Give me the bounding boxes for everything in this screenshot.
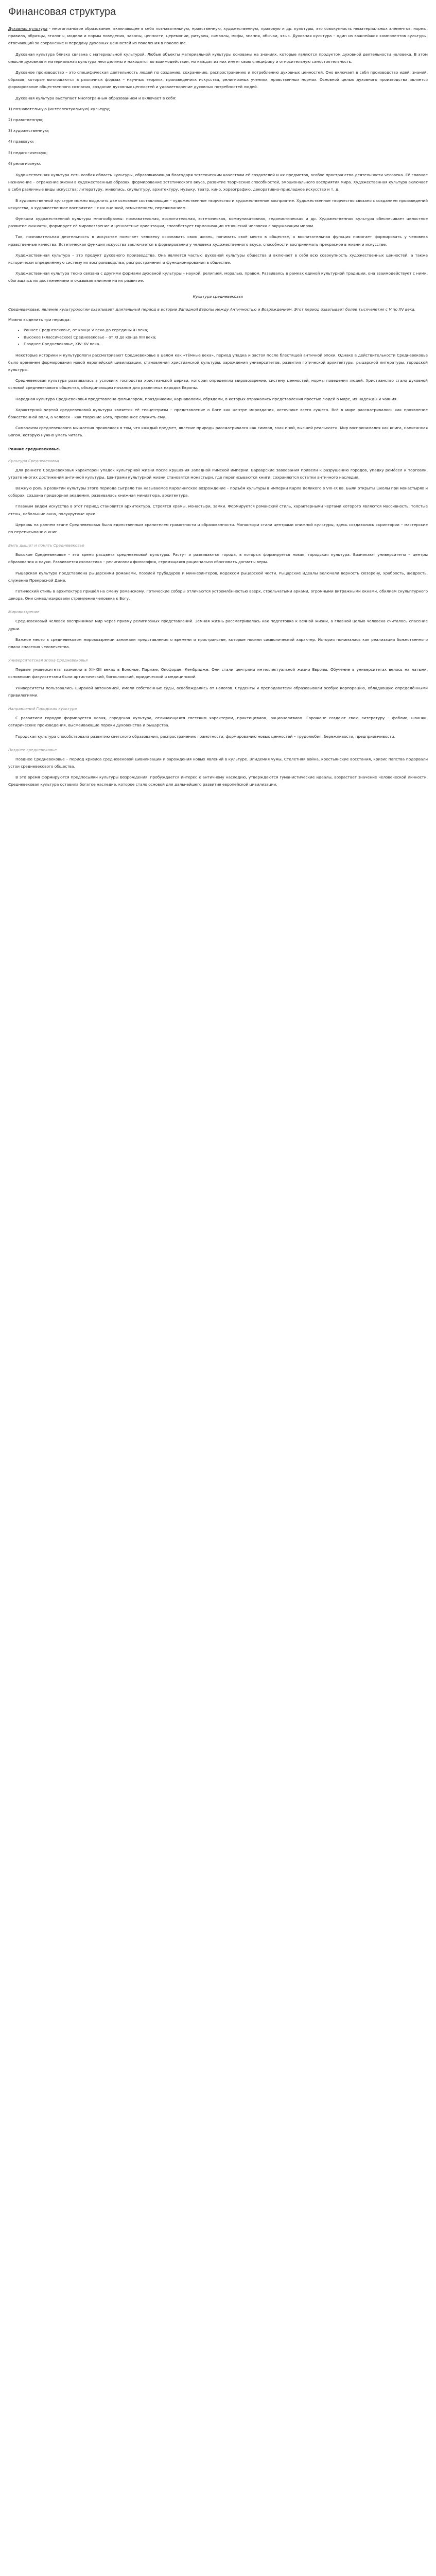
body-paragraph: Первые университеты возникли в XII–XIII веках в Болонье, Париже, Оксфорде, Кембридже. Они стали центрами интеллектуальной жизни Европы. Обучение в университетах велось на латыни, основными факультетами были артистический, богословский, юридический и медицинский. [8, 667, 428, 680]
intro-term: Духовная культура [8, 26, 48, 31]
body-paragraph: Городская культура способствовала развитию светского образования, распространению грамотности, формированию новых ценностей – трудолюбия, бережливости, предприимчивости. [15, 734, 395, 739]
body-paragraph: Важную роль в развитии культуры этого периода сыграло так называемое Каролингское возрождение – подъём культуры в империи Карла Великого в VIII–IX вв. Были открыты школы при монастырях и соборах, создана придворная академия, развивалась книжная миниатюра, архитектура. [8, 486, 428, 498]
list-item: 1) познавательную (интеллектуальную) культуру; [8, 106, 111, 111]
list-item: 5) педагогическую; [8, 150, 48, 155]
body-paragraph: Для раннего Средневековья характерен упадок культурной жизни после крушения Западной Римской империи. Варварские завоевания привели к разрушению городов, упадку ремёсел и торговли, утрате многих достижений античной культуры. Центрами культурной жизни становятся монастыри, где переписываются книги, сохраняются остатки античного наследия. [8, 467, 428, 480]
body-paragraph: В это время формируются предпосылки культуры Возрождения: пробуждается интерес к античному наследию, утверждаются гуманистические идеалы, возрастает значение человеческой личности. Средневековая культура оставила богатое наследие, которое стало основой для дальнейшего развития европейской цивилизации. [8, 775, 428, 787]
body-paragraph: Художественная культура – это продукт духовного производства. Она является частью духовной культуры общества и включает в себя всю совокупность художественных ценностей, а также исторически определённую систему их воспроизводства, распространения и функционирования в обществе. [8, 252, 428, 265]
list-item: 3) художественную; [8, 128, 49, 133]
body-paragraph: Высокое Средневековье – это время расцвета средневековой культуры. Растут и развиваются города, в которых формируется новая, городская культура. Возникают университеты – центры образования и науки. Развивается схоластика – религиозная философия, стремящаяся рационально обосновать догматы веры. [8, 552, 428, 565]
section-intro: Средневековье: явление культурологии охватывает длительный период в истории Западной Европы между Античностью и Возрождением. Этот период охватывает более тысячелетия с V по XV века. [8, 307, 416, 312]
subhead-5: Направлений Городская культура [8, 706, 77, 711]
body-paragraph: Главным видом искусства в этот период становится архитектура. Строятся храмы, монастыри, замки. Формируется романский стиль, характерными чертами которого являются массивность, толстые стены, небольшие окна, полукруглые арки. [8, 504, 428, 516]
period-item: • Раннее Средневековье, от конца V века до середины XI века; [24, 327, 428, 334]
periods-list [8, 327, 428, 348]
body-paragraph: Важное место в средневековом мировоззрении занимали представления о времени и пространстве, которые носили символический характер. История понималась как реализация божественного плана спасения человечества. [8, 637, 428, 650]
periods-label: Можно выделить три периода: [8, 317, 71, 322]
period-item: • Позднее Средневековье, XIV–XV века. [24, 341, 428, 348]
document-page [0, 0, 436, 813]
body-paragraph: Некоторые историки и культурологи рассматривают Средневековье в целом как «тёмные века», период упадка и застоя после блестящей античной эпохи. Однако в действительности Средневековье было временем формирования новой европейской цивилизации, становления христианской культуры, зарождения университетов, развития готической архитектуры, рыцарской литературы, городской культуры. [8, 352, 428, 372]
subhead-3: Мировоззрение [8, 609, 40, 615]
body-paragraph: Функции художественной культуры многообразны: познавательная, воспитательная, эстетическая, коммуникативная, гедонистическая и др. Художественная культура обеспечивает целостное развитие личности, формирует её мировоззрение и ценностные ориентации, способствует гармонизации отношений человека с окружающим миром. [8, 216, 428, 229]
body-paragraph: Готический стиль в архитектуре пришёл на смену романскому. Готические соборы отличаются устремлённостью вверх, стрельчатыми арками, огромными витражными окнами, обилием скульптурного декора. Они символизировали стремление человека к Богу. [8, 589, 428, 601]
culture-types-list [8, 106, 428, 167]
body-paragraph: В художественной культуре можно выделить две основные составляющие – художественное творчество и художественное восприятие. Художественное творчество связано с созданием произведений искусства, а художественное восприятие – с их оценкой, осмыслением, переживанием. [8, 198, 428, 210]
subsection-title: Ранние средневековье. [8, 446, 61, 451]
subhead-4: Университетская эпоха Средневековья [8, 658, 88, 663]
body-paragraph: Церковь на раннем этапе Средневековья была единственным хранителем грамотности и образованности. Монастыри стали центрами книжной культуры, здесь создавались скриптории – мастерские по переписыванию книг. [8, 522, 428, 535]
body-paragraph: Средневековый человек воспринимал мир через призму религиозных представлений. Земная жизнь рассматривалась как подготовка к вечной жизни, а главной целью человека считалось спасение души. [8, 619, 428, 631]
intro-text: - многоплановое образование, включающее в себя познавательную, нравственную, художественную, правовую и др. культуры, это совокупность нематериальных элементов: нормы, правила, образцы, эталоны, модели и нормы поведения, законы, ценности, церемонии, ритуалы, символы, мифы, знания, обычаи, язык. Духовная культура – один из важнейших компонентов культуры, отвечающий за сохранение и передачу духовных ценностей из поколения в поколение. [8, 26, 428, 46]
body-paragraph: Характерной чертой средневековой культуры является её теоцентризм – представление о Боге как центре мироздания, источнике всего сущего. Всё в мире рассматривалось как проявление божественной воли, а человек – как творение Бога, призванное служить ему. [8, 407, 428, 420]
body-paragraph: С развитием городов формируется новая, городская культура, отличающаяся светским характером, практицизмом, рационализмом. Горожане создают свою литературу – фаблио, шванки, сатирические произведения, высмеивающие пороки духовенства и рыцарства. [8, 716, 428, 728]
list-item: 2) нравственную; [8, 117, 44, 123]
subhead-6: Позднее средневековье [8, 747, 57, 752]
body-paragraph: Художественная культура тесно связана с другими формами духовной культуры – наукой, религией, моралью, правом. Развиваясь в рамках единой культурной традиции, она взаимодействует с ними, обогащаясь их достижениями и оказывая влияние на их развитие. [8, 271, 428, 283]
body-paragraph: Духовная культура близко связана с материальной культурой. Любые объекты материальной культуры основаны на знаниях, которые являются продуктом духовной деятельности человека. В этом смысле духовная и материальная культура неотделимы и находятся во взаимодействии, но каждая из них имеет свою специфику и относительную самостоятельность. [8, 52, 428, 64]
subhead-2: Быть дышат и понять Средневековье [8, 543, 84, 548]
list-item: 6) религиозную. [8, 161, 41, 166]
body-paragraph: Духовная культура выступает многогранным образованием и включает в себя: [15, 95, 177, 100]
section-title-middle-ages: Культура средневековья [193, 294, 243, 299]
intro-paragraph [8, 25, 428, 47]
period-item: • Высокое (классическое) Средневековье – от XI до конца XIII века; [24, 334, 428, 341]
body-paragraph: Средневековая культура развивалась в условиях господства христианской церкви, которая определяла мировоззрение, систему ценностей, нормы поведения людей. Христианство стало духовной основой средневекового общества, объединяющим началом для различных народов Европы. [8, 378, 428, 391]
body-paragraph: Университеты пользовались широкой автономией, имели собственные суды, освобождались от налогов. Студенты и преподаватели образовывали особую корпорацию, обладавшую определёнными привилегиями. [8, 685, 428, 698]
body-paragraph: Позднее Средневековье – период кризиса средневековой цивилизации и зарождения новых явлений в культуре. Эпидемия чумы, Столетняя война, крестьянские восстания, кризис папства подорвали устои средневекового общества. [8, 756, 428, 769]
body-paragraph: Символизм средневекового мышления проявлялся в том, что каждый предмет, явление природы рассматривался как символ, знак иной, высшей реальности. Мир воспринимался как книга, написанная Богом, которую нужно уметь читать. [8, 426, 428, 438]
page-title: Финансовая структура [8, 6, 116, 18]
body-paragraph: Народная культура Средневековья представлена фольклором, праздниками, карнавалами, обрядами, в которых отражались представления простых людей о мире, их надежды и чаяния. [15, 396, 398, 401]
list-item: 4) правовую; [8, 139, 34, 144]
body-paragraph: Так, познавательная деятельность в искусстве помогает человеку осознавать свою жизнь, понимать своё место в обществе, а воспитательная функция помогает формировать у человека нравственные качества. Эстетическая функция искусства заключается в формировании у человека художественного вкуса, способности воспринимать прекрасное в жизни и искусстве. [8, 234, 428, 247]
body-paragraph: Художественная культура есть особая область культуры, образовывающая благодаря эстетическим качествам её создателей и их предметов, особое пространство деятельности человека. Её главное назначение – отражение жизни в художественных образах, формирование эстетического вкуса, развитие творческих способностей, эмоционального восприятия мира. Художественная культура включает в себя различные виды искусства: литературу, живопись, скульптуру, архитектуру, музыку, театр, кино, хореографию, декоративно-прикладное искусство и т. д. [8, 173, 428, 192]
body-paragraph: Духовное производство – это специфическая деятельность людей по созданию, сохранению, распространению и потреблению духовных ценностей. Оно включает в себя производство идей, знаний, образов, которые воплощаются в различных формах – научных теориях, произведениях искусства, религиозных учениях, нравственных нормах. Основной целью духовного производства является формирование общественного сознания, создание духовных ценностей и удовлетворение духовных потребностей людей. [8, 70, 428, 90]
body-paragraph: Рыцарская культура представлена рыцарскими романами, поэзией трубадуров и миннезингеров, кодексом рыцарской чести. Рыцарские идеалы включали верность сюзерену, храбрость, щедрость, служение Прекрасной Даме. [8, 570, 428, 583]
subhead-1: Культура Средневековья [8, 458, 59, 463]
